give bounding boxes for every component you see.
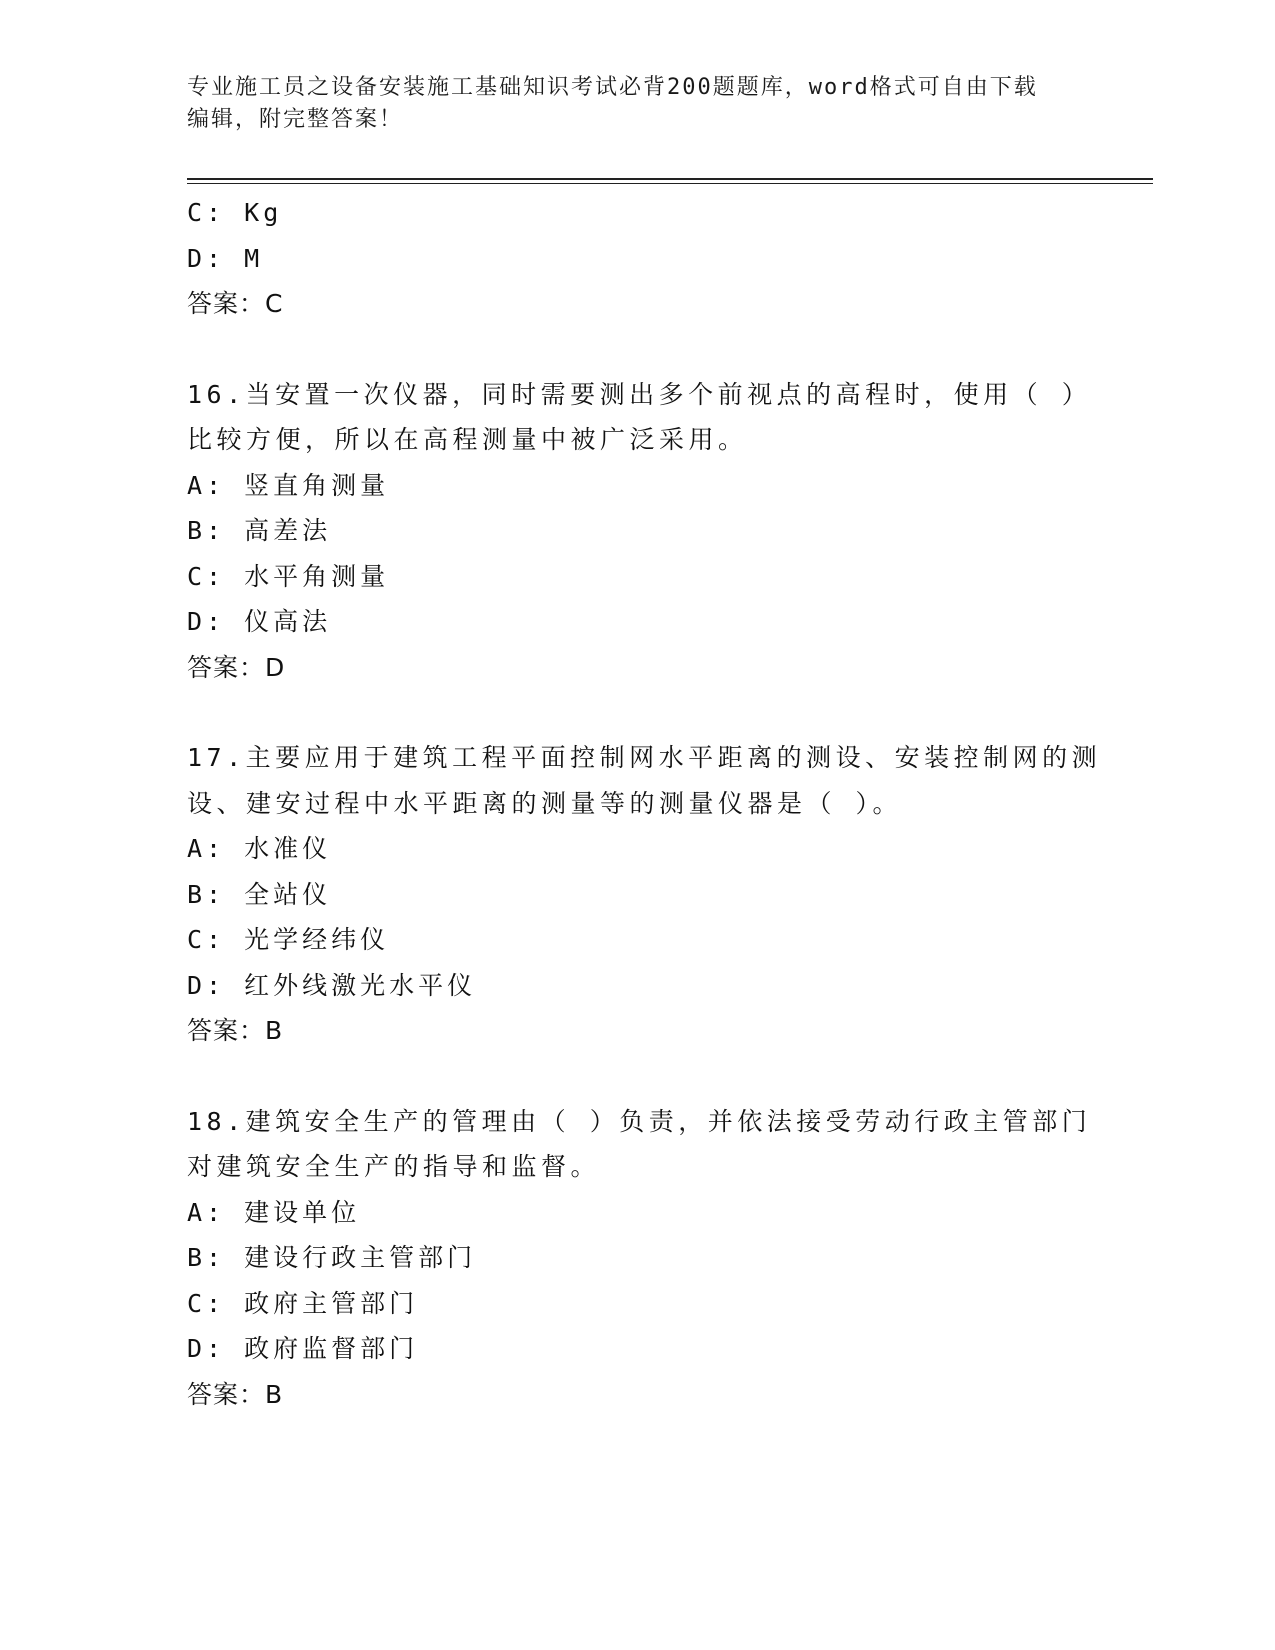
question-text-line: 16.当安置一次仪器，同时需要测出多个前视点的高程时，使用（ ） xyxy=(187,379,1092,409)
header-line-1: 专业施工员之设备安装施工基础知识考试必背200题题库，word格式可自由下载 xyxy=(187,75,1038,100)
option-a: A: 水准仪 xyxy=(187,834,332,863)
header-divider-thick xyxy=(187,178,1153,180)
option-c: C: Kg xyxy=(187,198,283,227)
question-text-line: 18.建筑安全生产的管理由（ ）负责，并依法接受劳动行政主管部门 xyxy=(187,1106,1092,1136)
question-text-line: 对建筑安全生产的指导和监督。 xyxy=(187,1152,601,1181)
question-text-line: 设、建安过程中水平距离的测量等的测量仪器是（ ）。 xyxy=(187,788,903,818)
answer-line: 答案：C xyxy=(187,289,284,318)
answer-line: 答案：B xyxy=(187,1379,284,1409)
option-d: D: 仪高法 xyxy=(187,607,332,636)
question-16 xyxy=(187,372,1092,691)
option-c: C: 水平角测量 xyxy=(187,561,390,591)
question-list xyxy=(187,190,1102,1417)
document-header xyxy=(187,72,1087,136)
answer-line: 答案：B xyxy=(187,1016,284,1045)
question-17 xyxy=(187,735,1102,1054)
option-b: B: 建设行政主管部门 xyxy=(187,1243,477,1272)
option-d: D: M xyxy=(187,243,264,273)
header-divider-thin xyxy=(187,183,1153,184)
option-a: A: 建设单位 xyxy=(187,1197,361,1227)
question-text-line: 比较方便，所以在高程测量中被广泛采用。 xyxy=(187,425,748,454)
option-d: D: 红外线激光水平仪 xyxy=(187,970,477,1000)
option-b: B: 高差法 xyxy=(187,516,332,545)
option-a: A: 竖直角测量 xyxy=(187,470,390,500)
header-line-2: 编辑，附完整答案！ xyxy=(187,107,404,132)
option-d: D: 政府监督部门 xyxy=(187,1334,419,1363)
carryover-question xyxy=(187,190,1087,327)
option-c: C: 光学经纬仪 xyxy=(187,925,390,954)
option-b: B: 全站仪 xyxy=(187,879,332,909)
option-c: C: 政府主管部门 xyxy=(187,1288,419,1318)
question-text-line: 17.主要应用于建筑工程平面控制网水平距离的测设、安装控制网的测 xyxy=(187,743,1102,772)
question-18 xyxy=(187,1099,1092,1418)
answer-line: 答案：D xyxy=(187,652,286,682)
